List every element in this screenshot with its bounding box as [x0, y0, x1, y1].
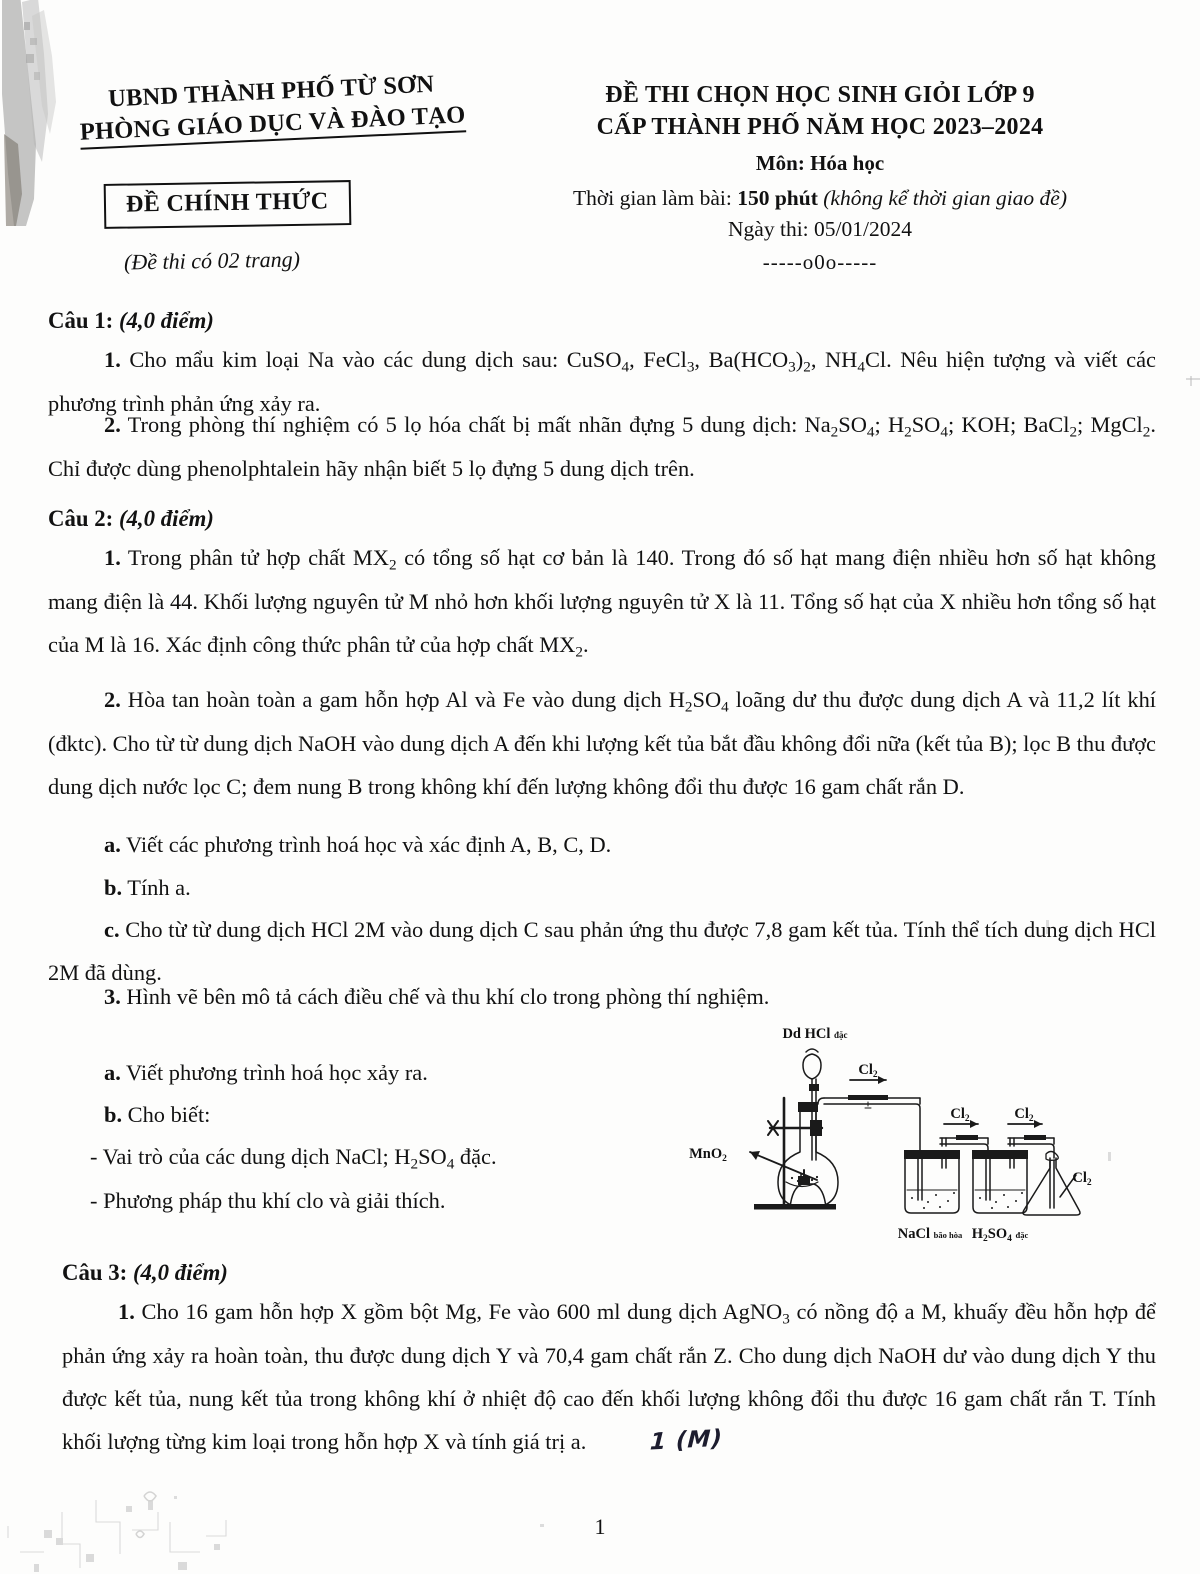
document-header — [0, 0, 1200, 290]
exam-title-block — [470, 80, 1170, 275]
part-label: 1. — [104, 347, 121, 372]
label-mno2: MnO$_2$ — [689, 1146, 727, 1164]
question-2-bullet-2 — [90, 1190, 670, 1212]
question-2-bullet-1 — [90, 1146, 670, 1171]
question-3-points: (4,0 điểm) — [132, 1260, 228, 1285]
part-text: Vai trò của các dung dịch NaCl; $H_2SO_4$ đặc. — [102, 1144, 497, 1173]
part-text: Phương pháp thu khí clo và giải thích. — [103, 1188, 446, 1213]
part-text: Viết các phương trình hoá học và xác định A, B, C, D. — [126, 832, 612, 857]
page-number: 1 — [594, 1514, 606, 1539]
question-2-part-1 — [48, 536, 1156, 666]
question-3-label: Câu 3: — [62, 1260, 128, 1285]
bullet-dash: - — [90, 1188, 98, 1213]
part-text: Trong phòng thí nghiệm có 5 lọ hóa chất bị mất nhãn đựng 5 dung dịch: $Na_2SO_4$; $H_2SO_4$; KOH; BaCl$_2$; MgCl$_2$. Chỉ được dùng phenolphtalein hãy nhận biết 5 lọ đựng 5 dung dịch trên. — [48, 412, 1156, 481]
bullet-dash: - — [90, 1144, 98, 1169]
question-2-part-c — [48, 908, 1156, 994]
question-2-part-3 — [104, 986, 1164, 1008]
apparatus-svg — [672, 1012, 1092, 1262]
part-label: 2. — [104, 412, 121, 437]
part-text: Cho 16 gam hỗn hợp X gồm bột Mg, Fe vào 600 ml dung dịch AgNO$_3$ có nồng độ a M, khuấy đều hỗn hợp để phản ứng xảy ra hoàn toàn, thu được dung dịch Y và 70,4 gam chất rắn Z. Cho dung dịch NaOH dư vào dung dịch Y thu được kết tủa, nung kết tủa trong không khí ở nhiệt độ cao đến khối lượng không đổi thu được 16 gam chất rắn T. Tính khối lượng từng kim loại trong hỗn hợp X và tính giá trị a. — [62, 1299, 1156, 1454]
part-text: Trong phân tử hợp chất $MX_2$ có tổng số hạt cơ bản là 140. Trong đó số hạt mang điện nhiều hơn số hạt không mang điện là 44. Khối lượng nguyên tử M nhỏ hơn khối lượng nguyên tử X là 11. Tổng số hạt của X nhiều hơn tổng số hạt của M là 16. Xác định công thức phân tử của hợp chất $MX_2$. — [48, 545, 1156, 660]
part-label: 3. — [104, 984, 121, 1009]
header-separator: -----o0o----- — [762, 250, 878, 275]
question-2-sub-a — [104, 1062, 664, 1084]
label-cl2-1: $Cl_2$ — [858, 1062, 878, 1080]
label-wash-bottle-2: $H_2SO_4$ $^{đặc}$ — [971, 1226, 1029, 1244]
question-3-part-1 — [62, 1290, 1156, 1464]
question-1-points: (4,0 điểm) — [118, 308, 214, 333]
part-label: a. — [104, 1060, 121, 1085]
question-2-part-b — [104, 877, 1164, 899]
part-label: c. — [104, 917, 120, 942]
label-cl2-3: $Cl_2$ — [1014, 1106, 1034, 1124]
scan-edge-tick — [1190, 376, 1192, 386]
label-wash-bottle-1: NaCl bão hòa — [897, 1226, 963, 1242]
part-label: 1. — [104, 545, 121, 570]
part-text: Cho mẩu kim loại Na vào các dung dịch sau: CuSO$_4$, FeCl$_3$, $Ba(HCO_3)_2$, $NH_4Cl$. Nêu hiện tượng và viết các phương trình phản ứng xảy ra. — [48, 347, 1156, 416]
chlorine-preparation-diagram — [672, 1012, 1092, 1262]
question-1-part-2 — [48, 403, 1156, 490]
part-text: Viết phương trình hoá học xảy ra. — [126, 1060, 428, 1085]
question-2-label: Câu 2: — [48, 506, 114, 531]
question-2-sub-b — [104, 1104, 664, 1126]
question-2-part-2 — [48, 678, 1156, 808]
part-label: 1. — [118, 1299, 135, 1324]
scan-edge-tick — [1186, 378, 1200, 380]
question-1-heading — [48, 310, 448, 333]
exam-title-line-1: ĐỀ THI CHỌN HỌC SINH GIỎI LỚP 9 — [605, 82, 1035, 108]
part-text: Cho từ từ dung dịch HCl 2M vào dung dịch C sau phản ứng thu được 7,8 gam kết tủa. Tính thể tích dung dịch HCl 2M đã dùng. — [48, 917, 1156, 986]
part-label: 2. — [104, 687, 121, 712]
organization-line-2: PHÒNG GIÁO DỤC VÀ ĐÀO TẠO — [79, 101, 466, 149]
exam-duration — [470, 186, 1170, 211]
exam-subject: Môn: Hóa học — [755, 151, 885, 176]
part-text: Hòa tan hoàn toàn a gam hỗn hợp Al và Fe vào dung dịch $H_2SO_4$ loãng dư thu được dung dịch A và 11,2 lít khí (đktc). Cho từ từ dung dịch NaOH vào dung dịch A đến khi lượng kết tủa bắt đầu không đổi nữa (kết tủa B); lọc B thu được dung dịch nước lọc C; đem nung B trong không khí đến lượng không đổi thu được 16 gam chất rắn D. — [48, 687, 1156, 799]
scan-speck — [174, 1496, 177, 1499]
duration-value: 150 phút — [737, 186, 818, 211]
duration-note: (không kể thời gian giao đề) — [817, 186, 1067, 211]
label-cl2-2: $Cl_2$ — [950, 1106, 970, 1124]
question-2-part-a — [104, 834, 1164, 856]
part-label: a. — [104, 832, 121, 857]
question-3-heading — [62, 1262, 462, 1285]
duration-prefix: Thời gian làm bài: — [572, 186, 738, 211]
question-1-label: Câu 1: — [48, 308, 114, 333]
part-text: Hình vẽ bên mô tả cách điều chế và thu khí clo trong phòng thí nghiệm. — [126, 984, 770, 1009]
label-dropping-funnel: Dd HCl đặc — [782, 1026, 848, 1042]
label-cl2-collected: $Cl_2$ — [1072, 1170, 1092, 1188]
scan-speck — [1108, 1152, 1111, 1161]
exam-date: Ngày thi: 05/01/2024 — [728, 217, 912, 242]
handwritten-annotation: 1 (M) — [649, 1425, 724, 1456]
part-text-b: Tính a. — [127, 875, 191, 900]
part-label: b. — [104, 1102, 123, 1127]
question-2-points: (4,0 điểm) — [118, 506, 214, 531]
issuing-authority-block — [71, 69, 473, 150]
organization-line-1: UBND THÀNH PHỐ TỪ SƠN — [107, 70, 435, 113]
exam-title-line-2: CẤP THÀNH PHỐ NĂM HỌC 2023–2024 — [596, 113, 1044, 140]
official-exam-stamp: ĐỀ CHÍNH THỨC — [104, 180, 351, 229]
page-count-note: (Đề thi có 02 trang) — [123, 246, 301, 275]
part-text: Cho biết: — [127, 1102, 211, 1127]
question-2-heading — [48, 508, 448, 531]
part-label: b. — [104, 875, 123, 900]
